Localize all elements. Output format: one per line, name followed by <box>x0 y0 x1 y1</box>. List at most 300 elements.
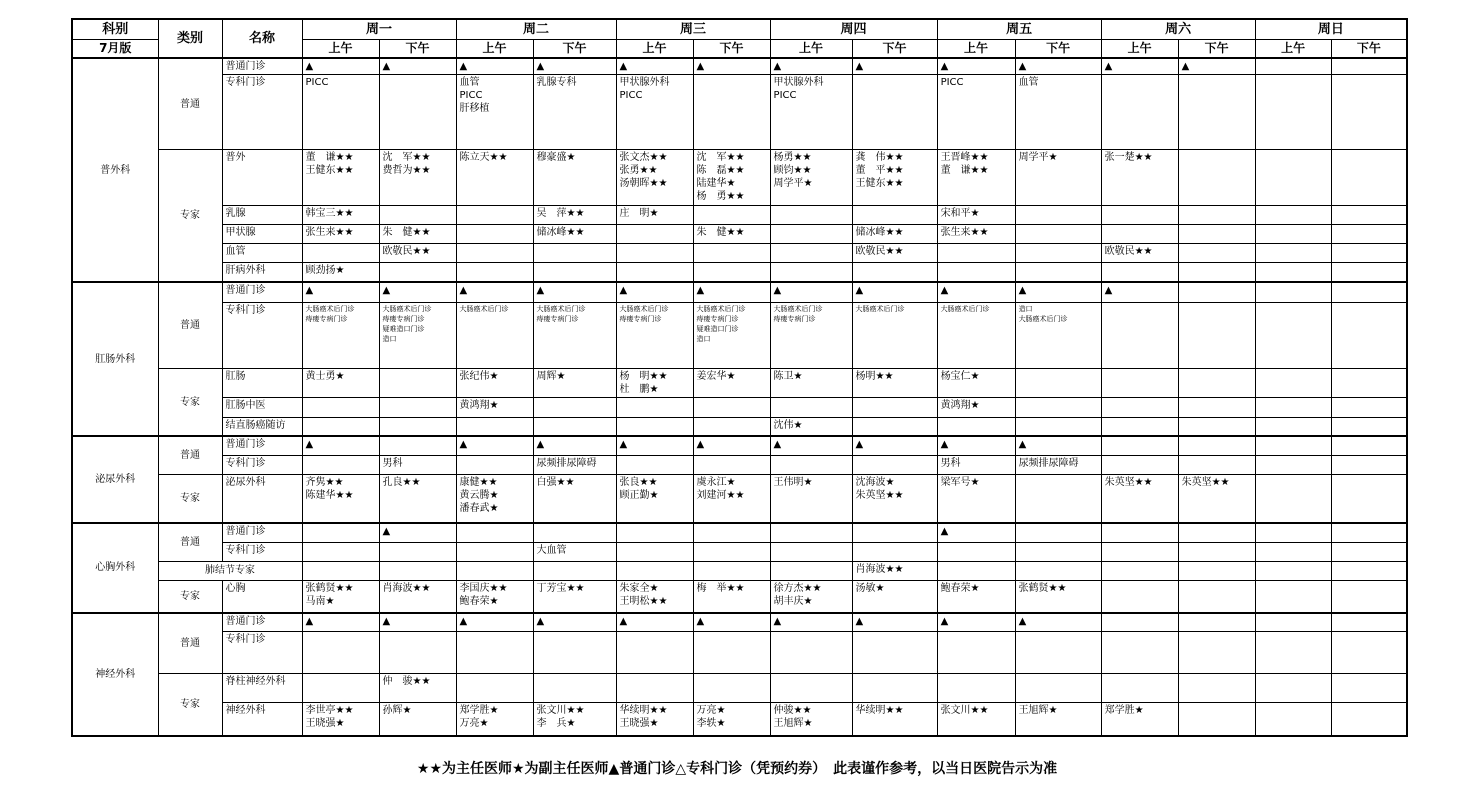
session-cell: 李世亭★★ 王晓强★ <box>302 703 379 736</box>
category-ordinary: 普通 <box>158 523 222 561</box>
session-cell <box>616 542 693 561</box>
session-cell <box>770 224 852 243</box>
header-pm: 下午 <box>533 39 616 58</box>
session-cell <box>693 455 770 474</box>
session-cell <box>1331 150 1407 206</box>
schedule-row <box>72 475 1407 523</box>
session-cell <box>852 673 937 702</box>
session-cell <box>1015 523 1101 542</box>
session-cell: 大肠癌术后门诊 痔瘘专病门诊 疑难造口门诊 造口 <box>379 302 456 369</box>
schedule-row <box>72 224 1407 243</box>
session-cell <box>1015 369 1101 398</box>
session-cell <box>616 224 693 243</box>
session-cell: 白强★★ <box>533 475 616 523</box>
session-cell <box>1101 369 1178 398</box>
session-cell: 张良★★ 顾正勤★ <box>616 475 693 523</box>
session-cell <box>616 632 693 673</box>
session-cell <box>302 673 379 702</box>
schedule-row <box>72 523 1407 542</box>
session-cell <box>1331 703 1407 736</box>
category-expert: 专家 <box>158 581 222 613</box>
session-cell <box>770 542 852 561</box>
header-day: 周三 <box>616 19 770 39</box>
session-cell: ▲ <box>937 613 1015 632</box>
outpatient-schedule-table <box>71 18 1408 737</box>
session-cell: 吴 萍★★ <box>533 205 616 224</box>
session-cell <box>379 417 456 436</box>
session-cell: ▲ <box>770 436 852 455</box>
session-cell: 朱英坚★★ <box>1178 475 1255 523</box>
category-nodule-expert: 肺结节专家 <box>158 561 302 580</box>
session-cell <box>937 673 1015 702</box>
session-cell: 储冰峰★★ <box>533 224 616 243</box>
session-cell <box>1178 398 1255 417</box>
session-cell: 郑学胜★ 万亮★ <box>456 703 533 736</box>
session-cell <box>616 417 693 436</box>
session-cell: PICC <box>937 75 1015 150</box>
category-ordinary: 普通 <box>158 613 222 674</box>
session-cell: ▲ <box>616 58 693 75</box>
session-cell <box>533 632 616 673</box>
session-cell <box>693 673 770 702</box>
session-cell <box>1178 542 1255 561</box>
session-cell <box>302 417 379 436</box>
session-cell: PICC <box>302 75 379 150</box>
session-cell <box>1331 436 1407 455</box>
header-pm: 下午 <box>379 39 456 58</box>
session-cell <box>693 398 770 417</box>
session-cell <box>1015 542 1101 561</box>
session-cell: 沈 军★★ 陈 磊★★ 陆建华★ 杨 勇★★ <box>693 150 770 206</box>
session-cell: ▲ <box>770 58 852 75</box>
session-cell: 孙辉★ <box>379 703 456 736</box>
session-cell <box>456 205 533 224</box>
session-cell <box>1331 58 1407 75</box>
schedule-row <box>72 398 1407 417</box>
header-day: 周二 <box>456 19 616 39</box>
session-cell <box>1101 302 1178 369</box>
session-cell: 李国庆★★ 鲍春荣★ <box>456 581 533 613</box>
session-cell <box>616 398 693 417</box>
session-cell <box>456 561 533 580</box>
schedule-row <box>72 561 1407 580</box>
clinic-name: 普通门诊 <box>222 613 302 632</box>
session-cell: ▲ <box>379 613 456 632</box>
session-cell <box>379 205 456 224</box>
session-cell <box>852 75 937 150</box>
session-cell <box>1255 455 1331 474</box>
session-cell: ▲ <box>616 282 693 302</box>
session-cell: 齐隽★★ 陈建华★★ <box>302 475 379 523</box>
session-cell: 血管 <box>1015 75 1101 150</box>
session-cell <box>379 263 456 282</box>
session-cell <box>1331 205 1407 224</box>
clinic-name: 普通门诊 <box>222 282 302 302</box>
session-cell: ▲ <box>937 58 1015 75</box>
schedule-row <box>72 58 1407 75</box>
session-cell <box>1178 523 1255 542</box>
clinic-name: 普外 <box>222 150 302 206</box>
session-cell <box>1178 150 1255 206</box>
session-cell: ▲ <box>456 613 533 632</box>
session-cell <box>937 417 1015 436</box>
session-cell <box>693 632 770 673</box>
session-cell <box>1101 224 1178 243</box>
session-cell: ▲ <box>693 436 770 455</box>
session-cell: 宋和平★ <box>937 205 1015 224</box>
clinic-name: 脊柱神经外科 <box>222 673 302 702</box>
session-cell: 孔良★★ <box>379 475 456 523</box>
session-cell <box>770 561 852 580</box>
session-cell: 黄士勇★ <box>302 369 379 398</box>
session-cell: 陈立天★★ <box>456 150 533 206</box>
session-cell <box>1178 561 1255 580</box>
session-cell <box>1101 455 1178 474</box>
session-cell <box>302 398 379 417</box>
session-cell <box>1178 703 1255 736</box>
session-cell: ▲ <box>302 282 379 302</box>
session-cell <box>693 205 770 224</box>
session-cell <box>1101 75 1178 150</box>
session-cell: ▲ <box>302 58 379 75</box>
session-cell <box>1331 632 1407 673</box>
legend-footnote: ★★为主任医师★为副主任医师▲普通门诊△专科门诊（凭预约券） 此表谨作参考，以当日医院告示为准 <box>416 761 1058 777</box>
session-cell: ▲ <box>937 523 1015 542</box>
schedule-row <box>72 703 1407 736</box>
session-cell: ▲ <box>693 282 770 302</box>
session-cell <box>1255 75 1331 150</box>
session-cell <box>1015 244 1101 263</box>
session-cell: 龚 伟★★ 董 平★★ 王健东★★ <box>852 150 937 206</box>
schedule-row <box>72 205 1407 224</box>
session-cell <box>1255 302 1331 369</box>
session-cell: ▲ <box>616 613 693 632</box>
header-pm: 下午 <box>693 39 770 58</box>
header-am: 上午 <box>456 39 533 58</box>
session-cell: 张生来★★ <box>937 224 1015 243</box>
session-cell <box>1178 263 1255 282</box>
schedule-row <box>72 673 1407 702</box>
session-cell <box>1255 369 1331 398</box>
session-cell: 穆豪盛★ <box>533 150 616 206</box>
session-cell <box>1015 561 1101 580</box>
clinic-name: 血管 <box>222 244 302 263</box>
session-cell <box>1255 581 1331 613</box>
session-cell <box>379 369 456 398</box>
session-cell: 顾劲扬★ <box>302 263 379 282</box>
session-cell <box>1178 75 1255 150</box>
session-cell <box>693 263 770 282</box>
session-cell <box>302 523 379 542</box>
clinic-name: 肛肠 <box>222 369 302 398</box>
session-cell: 黄鸿翔★ <box>456 398 533 417</box>
header-department: 科别 <box>72 19 158 39</box>
session-cell: ▲ <box>852 58 937 75</box>
header-day: 周日 <box>1255 19 1407 39</box>
session-cell <box>302 561 379 580</box>
department-name: 神经外科 <box>72 613 158 736</box>
session-cell <box>693 75 770 150</box>
session-cell <box>1331 302 1407 369</box>
session-cell: 欧敬民★★ <box>1101 244 1178 263</box>
session-cell: 大肠癌术后门诊 痔瘘专病门诊 <box>302 302 379 369</box>
session-cell <box>1255 58 1331 75</box>
session-cell: 郑学胜★ <box>1101 703 1178 736</box>
session-cell <box>1331 398 1407 417</box>
session-cell <box>1255 282 1331 302</box>
session-cell <box>1015 417 1101 436</box>
session-cell <box>533 244 616 263</box>
session-cell: 庄 明★ <box>616 205 693 224</box>
session-cell <box>1178 417 1255 436</box>
session-cell <box>770 398 852 417</box>
session-cell <box>770 205 852 224</box>
session-cell: ▲ <box>1178 58 1255 75</box>
schedule-row <box>72 263 1407 282</box>
session-cell: 沈海波★ 朱英坚★★ <box>852 475 937 523</box>
session-cell: ▲ <box>1015 613 1101 632</box>
session-cell: 大肠癌术后门诊 <box>937 302 1015 369</box>
session-cell <box>1255 613 1331 632</box>
session-cell: 造口 大肠癌术后门诊 <box>1015 302 1101 369</box>
session-cell <box>533 263 616 282</box>
session-cell: 杨明★★ <box>852 369 937 398</box>
session-cell: 朱 健★★ <box>693 224 770 243</box>
session-cell: 朱英坚★★ <box>1101 475 1178 523</box>
schedule-row <box>72 282 1407 302</box>
session-cell <box>1331 263 1407 282</box>
session-cell <box>533 417 616 436</box>
session-cell: ▲ <box>937 282 1015 302</box>
session-cell: ▲ <box>693 613 770 632</box>
session-cell <box>852 205 937 224</box>
session-cell: 储冰峰★★ <box>852 224 937 243</box>
session-cell <box>379 398 456 417</box>
session-cell: 沈 军★★ 费哲为★★ <box>379 150 456 206</box>
session-cell: 朱家全★ 王明松★★ <box>616 581 693 613</box>
session-cell <box>1331 542 1407 561</box>
session-cell <box>693 244 770 263</box>
session-cell <box>937 542 1015 561</box>
session-cell <box>1331 224 1407 243</box>
session-cell: 周辉★ <box>533 369 616 398</box>
session-cell <box>1331 417 1407 436</box>
header-pm: 下午 <box>1331 39 1407 58</box>
session-cell <box>379 75 456 150</box>
session-cell <box>456 673 533 702</box>
department-name: 肛肠外科 <box>72 282 158 436</box>
session-cell: 大肠癌术后门诊 <box>456 302 533 369</box>
session-cell: 欧敬民★★ <box>852 244 937 263</box>
header-day: 周一 <box>302 19 456 39</box>
session-cell: ▲ <box>533 282 616 302</box>
session-cell <box>1331 673 1407 702</box>
schedule-row <box>72 542 1407 561</box>
category-expert: 专家 <box>158 673 222 736</box>
session-cell <box>770 244 852 263</box>
session-cell: 杨 明★★ 杜 鹏★ <box>616 369 693 398</box>
clinic-name: 专科门诊 <box>222 302 302 369</box>
session-cell: ▲ <box>937 436 1015 455</box>
clinic-name: 甲状腺 <box>222 224 302 243</box>
session-cell: 黄鸿翔★ <box>937 398 1015 417</box>
session-cell: 虞永江★ 刘建河★★ <box>693 475 770 523</box>
session-cell: ▲ <box>379 58 456 75</box>
clinic-name: 普通门诊 <box>222 523 302 542</box>
session-cell <box>1178 302 1255 369</box>
category-ordinary: 普通 <box>158 58 222 149</box>
header-pm: 下午 <box>1015 39 1101 58</box>
session-cell: ▲ <box>302 436 379 455</box>
session-cell <box>1255 436 1331 455</box>
session-cell <box>456 542 533 561</box>
session-cell: 尿频排尿障碍 <box>1015 455 1101 474</box>
session-cell <box>456 263 533 282</box>
session-cell <box>1015 205 1101 224</box>
session-cell <box>1255 561 1331 580</box>
session-cell <box>852 632 937 673</box>
session-cell <box>1178 224 1255 243</box>
session-cell <box>616 263 693 282</box>
session-cell: 王伟明★ <box>770 475 852 523</box>
schedule-row <box>72 455 1407 474</box>
session-cell <box>937 263 1015 282</box>
session-cell: 张鹤贤★★ 马南★ <box>302 581 379 613</box>
session-cell <box>616 673 693 702</box>
session-cell <box>1255 150 1331 206</box>
session-cell <box>456 455 533 474</box>
session-cell: 仲 骏★★ <box>379 673 456 702</box>
department-name: 心胸外科 <box>72 523 158 613</box>
department-name: 泌尿外科 <box>72 436 158 523</box>
session-cell <box>693 542 770 561</box>
session-cell: 张鹤贤★★ <box>1015 581 1101 613</box>
session-cell <box>937 561 1015 580</box>
session-cell <box>1101 523 1178 542</box>
session-cell: 沈伟★ <box>770 417 852 436</box>
session-cell <box>1178 613 1255 632</box>
header-row-days <box>72 19 1407 39</box>
session-cell: 杨勇★★ 顾钧★★ 周学平★ <box>770 150 852 206</box>
session-cell <box>1101 632 1178 673</box>
session-cell: 鲍春荣★ <box>937 581 1015 613</box>
session-cell <box>1101 205 1178 224</box>
session-cell: 大肠癌术后门诊 痔瘘专病门诊 疑难造口门诊 造口 <box>693 302 770 369</box>
session-cell <box>852 455 937 474</box>
clinic-name: 乳腺 <box>222 205 302 224</box>
header-am: 上午 <box>616 39 693 58</box>
clinic-name: 肝病外科 <box>222 263 302 282</box>
session-cell: 乳腺专科 <box>533 75 616 150</box>
session-cell <box>456 244 533 263</box>
clinic-name: 肛肠中医 <box>222 398 302 417</box>
session-cell <box>1331 75 1407 150</box>
session-cell <box>1178 436 1255 455</box>
session-cell <box>1015 263 1101 282</box>
session-cell <box>937 632 1015 673</box>
schedule-row <box>72 150 1407 206</box>
schedule-row <box>72 632 1407 673</box>
session-cell: 男科 <box>379 455 456 474</box>
schedule-row <box>72 417 1407 436</box>
session-cell <box>379 542 456 561</box>
session-cell <box>693 417 770 436</box>
schedule-row <box>72 244 1407 263</box>
session-cell <box>1178 673 1255 702</box>
session-cell: 丁芳宝★★ <box>533 581 616 613</box>
session-cell: 张文川★★ 李 兵★ <box>533 703 616 736</box>
session-cell: 王晋峰★★ 董 谦★★ <box>937 150 1015 206</box>
session-cell <box>456 523 533 542</box>
session-cell <box>1101 398 1178 417</box>
header-pm: 下午 <box>852 39 937 58</box>
clinic-name: 结直肠癌随访 <box>222 417 302 436</box>
header-am: 上午 <box>1101 39 1178 58</box>
category-expert: 专家 <box>158 475 222 523</box>
clinic-name: 普通门诊 <box>222 58 302 75</box>
session-cell <box>302 455 379 474</box>
category-ordinary: 普通 <box>158 436 222 474</box>
session-cell <box>693 561 770 580</box>
session-cell <box>1178 455 1255 474</box>
session-cell <box>1331 475 1407 523</box>
session-cell: 大肠癌术后门诊 <box>852 302 937 369</box>
session-cell: 梅 举★★ <box>693 581 770 613</box>
session-cell <box>770 263 852 282</box>
session-cell: 华续明★★ 王晓强★ <box>616 703 693 736</box>
session-cell: 甲状腺外科 PICC <box>616 75 693 150</box>
session-cell: ▲ <box>379 523 456 542</box>
session-cell <box>937 244 1015 263</box>
schedule-row <box>72 581 1407 613</box>
session-cell: ▲ <box>456 436 533 455</box>
session-cell: 康健★★ 黄云腾★ 潘春武★ <box>456 475 533 523</box>
header-day: 周六 <box>1101 19 1255 39</box>
schedule-row <box>72 369 1407 398</box>
session-cell <box>1101 542 1178 561</box>
session-cell <box>1015 673 1101 702</box>
session-cell: ▲ <box>456 282 533 302</box>
clinic-name: 专科门诊 <box>222 455 302 474</box>
session-cell <box>1255 542 1331 561</box>
session-cell: ▲ <box>533 436 616 455</box>
session-cell <box>616 523 693 542</box>
clinic-name: 神经外科 <box>222 703 302 736</box>
session-cell <box>770 455 852 474</box>
session-cell: 欧敬民★★ <box>379 244 456 263</box>
header-am: 上午 <box>770 39 852 58</box>
category-expert: 专家 <box>158 150 222 282</box>
clinic-name: 专科门诊 <box>222 632 302 673</box>
session-cell <box>852 523 937 542</box>
session-cell: ▲ <box>852 282 937 302</box>
session-cell: ▲ <box>1015 58 1101 75</box>
session-cell: 张纪伟★ <box>456 369 533 398</box>
session-cell <box>302 244 379 263</box>
session-cell <box>1101 613 1178 632</box>
session-cell <box>1101 417 1178 436</box>
schedule-row <box>72 436 1407 455</box>
header-category: 类别 <box>158 19 222 58</box>
clinic-name: 专科门诊 <box>222 542 302 561</box>
session-cell <box>533 398 616 417</box>
session-cell <box>1331 369 1407 398</box>
session-cell <box>1178 205 1255 224</box>
header-name: 名称 <box>222 19 302 58</box>
header-day: 周四 <box>770 19 937 39</box>
session-cell <box>1101 561 1178 580</box>
session-cell <box>1331 455 1407 474</box>
